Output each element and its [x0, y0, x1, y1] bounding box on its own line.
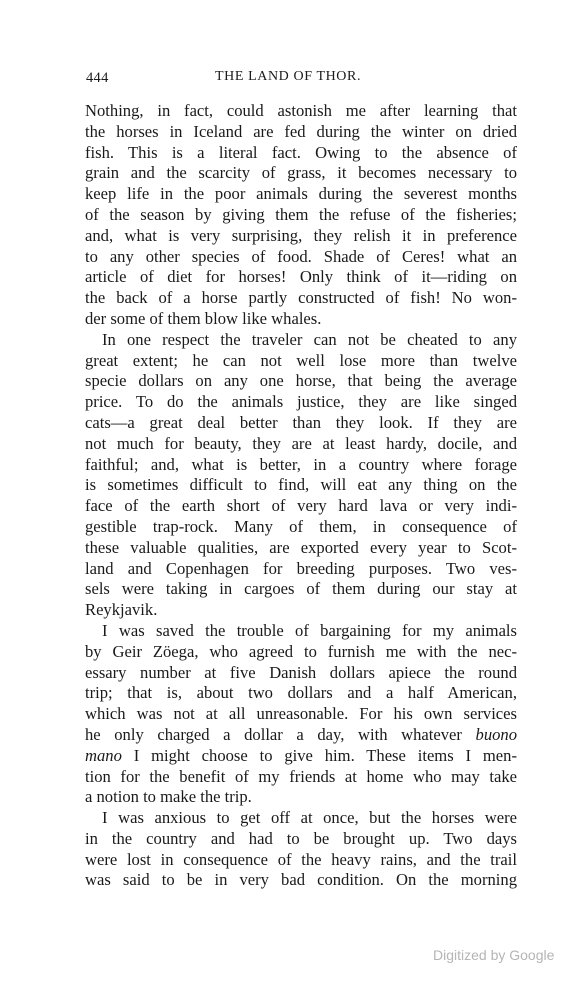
line-text: Nothing, in fact, could astonish me after learning that [85, 101, 517, 120]
line-text: to any other species of food. Shade of Ceres! what an [85, 246, 517, 266]
text-line [85, 330, 517, 351]
text-line [85, 496, 517, 517]
line-text: great extent; he can not well lose more than twelve [85, 350, 517, 370]
text-line [85, 787, 517, 808]
line-text: in the country and had to be brought up. Two days [85, 828, 517, 848]
italic-phrase: buono [475, 724, 517, 744]
text-line [85, 538, 517, 559]
digitized-watermark: Digitized by Google [433, 947, 555, 963]
body-text [85, 101, 517, 891]
text-line [85, 870, 517, 891]
text-line [85, 101, 517, 122]
text-line [85, 371, 517, 392]
text-line [85, 704, 517, 725]
text-line [85, 725, 517, 746]
line-text: these valuable qualities, are exported every year to Scot- [85, 537, 517, 557]
text-line [85, 267, 517, 288]
line-text: cats—a great deal better than they look. If they are [85, 412, 517, 432]
text-line [85, 205, 517, 226]
line-text: tion for the benefit of my friends at home who may take [85, 766, 517, 786]
line-text: the back of a horse partly constructed of fish! No won- [85, 288, 517, 308]
line-text: a notion to make the trip. [85, 787, 252, 807]
text-line [85, 579, 517, 600]
text-line [85, 143, 517, 164]
line-text: der some of them blow like whales. [85, 308, 322, 328]
line-text: fish. This is a literal fact. Owing to the absence of [85, 142, 517, 162]
page-number: 444 [86, 70, 109, 86]
line-text: sels were taking in cargoes of them during our stay at [85, 579, 517, 599]
text-line [85, 413, 517, 434]
text-line [85, 163, 517, 184]
line-text: gestible trap-rock. Many of them, in consequence of [85, 516, 517, 536]
line-text: Reykjavik. [85, 600, 158, 620]
line-text: was said to be in very bad condition. On the morning [85, 870, 517, 890]
line-text: price. To do the animals justice, they are like singed [85, 392, 517, 412]
text-line [85, 226, 517, 247]
line-text: faithful; and, what is better, in a country where forage [85, 454, 517, 474]
text-line [85, 184, 517, 205]
line-text: the horses in Iceland are fed during the winter on dried [85, 121, 517, 141]
line-text: trip; that is, about two dollars and a half American, [85, 683, 517, 703]
line-text: grain and the scarcity of grass, it becomes necessary to [85, 163, 517, 183]
line-text: face of the earth short of very hard lava or very indi- [85, 496, 517, 516]
line-text: I was anxious to get off at once, but the horses were [102, 808, 517, 828]
line-text: specie dollars on any one horse, that being the average [85, 371, 517, 391]
text-line [85, 455, 517, 476]
line-text: I was saved the trouble of bargaining for my animals [102, 620, 517, 640]
line-text: not much for beauty, they are at least hardy, docile, and [85, 433, 517, 453]
text-line [85, 288, 517, 309]
running-head: THE LAND OF THOR. [215, 69, 362, 84]
line-text: I might choose to give him. These items I men- [121, 745, 517, 765]
line-text: by Geir Zöega, who agreed to furnish me with the nec- [85, 641, 517, 661]
line-text: which was not at all unreasonable. For his own services [85, 704, 517, 724]
line-text: land and Copenhagen for breeding purposes. Two ves- [85, 558, 517, 578]
line-text: is sometimes difficult to find, will eat any thing on the [85, 475, 517, 495]
text-line [85, 434, 517, 455]
text-line [85, 600, 517, 621]
text-line [85, 746, 517, 767]
text-line [85, 808, 517, 829]
line-text: keep life in the poor animals during the severest months [85, 184, 517, 204]
italic-phrase: mano [85, 745, 122, 765]
text-line [85, 621, 517, 642]
line-text: article of diet for horses! Only think of it—riding on [85, 267, 517, 287]
text-line [85, 683, 517, 704]
text-line [85, 351, 517, 372]
text-line [85, 309, 517, 330]
text-line [85, 559, 517, 580]
text-line [85, 767, 517, 788]
text-line [85, 850, 517, 871]
text-line [85, 247, 517, 268]
line-text: he only charged a dollar a day, with whatever [85, 724, 476, 744]
line-text: and, what is very surprising, they relish it in preference [85, 225, 517, 245]
text-line [85, 475, 517, 496]
text-line [85, 122, 517, 143]
text-line [85, 642, 517, 663]
text-line [85, 663, 517, 684]
line-text: essary number at five Danish dollars apiece the round [85, 662, 517, 682]
line-text: were lost in consequence of the heavy rains, and the trail [85, 849, 517, 869]
line-text: In one respect the traveler can not be cheated to any [102, 329, 517, 349]
text-line [85, 517, 517, 538]
text-line [85, 829, 517, 850]
line-text: of the season by giving them the refuse of the fisheries; [85, 204, 517, 224]
text-line [85, 392, 517, 413]
